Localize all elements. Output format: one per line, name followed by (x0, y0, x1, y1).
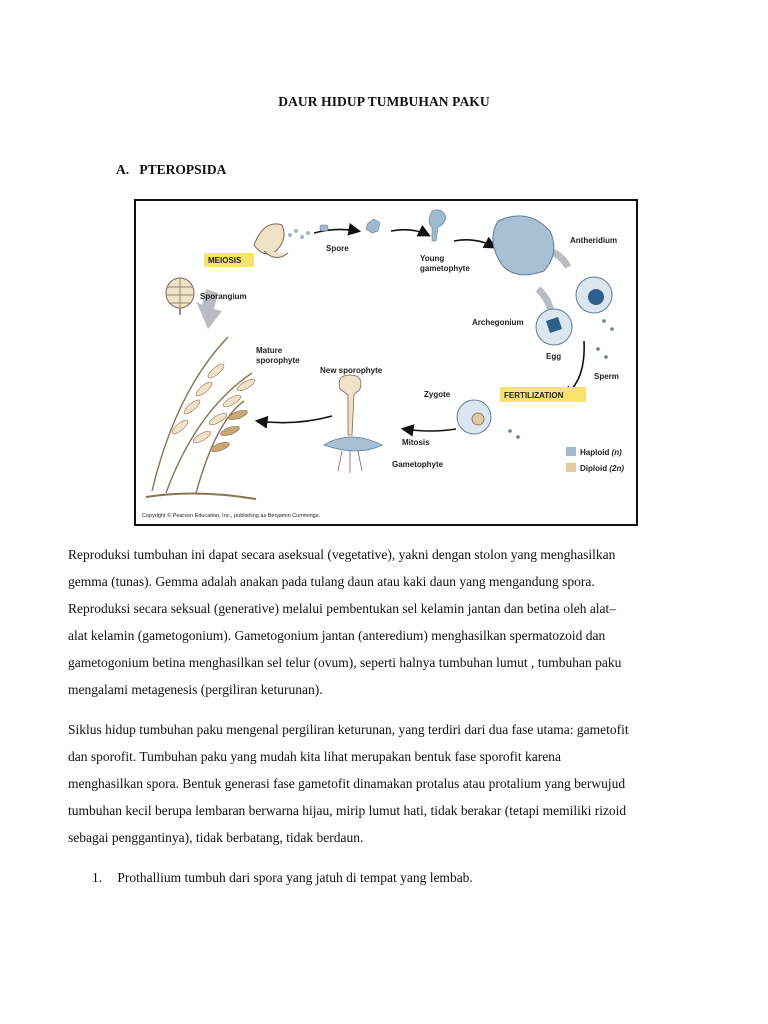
list-item-number: 1. (92, 870, 103, 885)
legend (566, 447, 624, 473)
paragraph-line: sebagai penggantinya), tidak berbatang, tidak berdaun. (68, 830, 364, 845)
new-sporophyte-label: New sporophyte (320, 366, 383, 375)
paragraph-line: gametogonium betina menghasilkan sel telur (ovum), seperti halnya tumbuhan lumut , tumbuhan paku (68, 655, 622, 670)
egg-label: Egg (546, 352, 562, 361)
section-number: A. (116, 162, 130, 177)
meiosis-label: MEIOSIS (208, 256, 242, 265)
spore-label: Spore (326, 244, 349, 253)
legend-haploid-swatch (566, 447, 576, 456)
zygote-label: Zygote (424, 390, 451, 399)
young-gametophyte-label-2: gametophyte (420, 264, 470, 273)
life-cycle-diagram (136, 201, 636, 524)
mitosis-label: Mitosis (402, 438, 430, 447)
sporangium-label: Sporangium (200, 292, 247, 301)
numbered-list (92, 864, 473, 891)
archegonium-label: Archegonium (472, 318, 524, 327)
fern-life-cycle-figure (134, 199, 638, 526)
sporangium-illustration (166, 278, 194, 315)
paragraph-line: menghasilkan spora. Bentuk generasi fase gametofit dinamakan protalus atau protalium yang berwujud (68, 776, 626, 791)
mature-sporophyte-illustration (146, 337, 256, 499)
mature-sporophyte-label-2: sporophyte (256, 356, 300, 365)
spore-illustration (320, 219, 380, 233)
mature-sporophyte-label-1: Mature (256, 346, 283, 355)
paragraph-line: mengalami metagenesis (pergiliran keturunan). (68, 682, 323, 697)
paragraph-line: gemma (tunas). Gemma adalah anakan pada tulang daun atau kaki daun yang mengandung spora. (68, 574, 595, 589)
meiosis-sporangium-illustration (254, 224, 310, 258)
paragraph-line: Reproduksi secara seksual (generative) melalui pembentukan sel kelamin jantan dan betina oleh alat– (68, 601, 617, 616)
paragraph-line: Siklus hidup tumbuhan paku mengenal pergiliran keturunan, yang terdiri dari dua fase utama: gametofit (68, 722, 629, 737)
list-item-text: Prothallium tumbuh dari spora yang jatuh di tempat yang lembab. (117, 870, 473, 885)
young-gametophyte-illustration (429, 210, 446, 241)
gametophyte-label: Gametophyte (392, 460, 444, 469)
paragraph-reproduction (68, 541, 704, 703)
zygote-illustration (457, 400, 491, 434)
paragraph-line: tumbuhan kecil berupa lembaran berwarna hijau, mirip lumut hati, tidak berakar (tetapi memiliki rizoid (68, 803, 627, 818)
legend-diploid-swatch (566, 463, 576, 472)
young-gametophyte-label-1: Young (420, 254, 445, 263)
page-title: DAUR HIDUP TUMBUHAN PAKU (278, 94, 490, 109)
antheridium-label: Antheridium (570, 236, 618, 245)
list-item (92, 864, 473, 891)
new-sporophyte-illustration (324, 375, 382, 473)
fertilization-label: FERTILIZATION (504, 391, 564, 400)
paragraph-line: dan sporofit. Tumbuhan paku yang mudah kita lihat merupakan bentuk fase sporofit karena (68, 749, 562, 764)
sperm-label: Sperm (594, 372, 619, 381)
paragraph-line: alat kelamin (gametogonium). Gametogonium jantan (anteredium) menghasilkan spermatozoid dan (68, 628, 606, 643)
section-heading (116, 162, 226, 178)
section-title: PTEROPSIDA (139, 162, 227, 177)
paragraph-life-cycle (68, 716, 704, 851)
legend-diploid-label: Diploid (2n) (580, 464, 625, 473)
legend-haploid-label: Haploid (n) (580, 448, 622, 457)
copyright-label: Copyright © Pearson Education, Inc., publishing as Benjamin Cummings. (142, 513, 321, 519)
paragraph-line: Reproduksi tumbuhan ini dapat secara aseksual (vegetative), yakni dengan stolon yang menghasilkan (68, 547, 616, 562)
